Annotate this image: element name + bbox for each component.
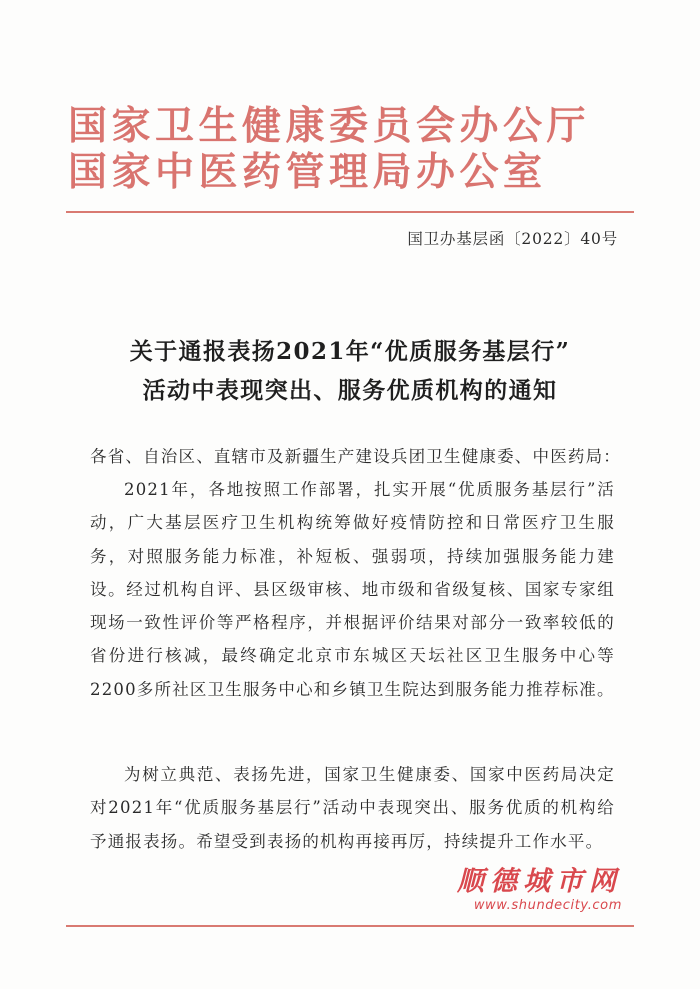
title-line-1: 关于通报表扬2021年“优质服务基层行” [129, 338, 571, 365]
issuer-line-2: 国家中医药管理局办公室 [68, 150, 547, 195]
title-line-2: 活动中表现突出、服务优质机构的通知 [142, 377, 558, 404]
issuer-line-1: 国家卫生健康委员会办公厅 [68, 104, 591, 149]
footer-divider [66, 925, 634, 927]
watermark [457, 866, 622, 914]
paragraph-2: 为树立典范、表扬先进，国家卫生健康委、国家中医药局决定对2021年“优质服务基层行”活动中表现突出、服务优质的机构给予通报表扬。希望受到表扬的机构再接再厉，持续提升工作水平。 [90, 765, 615, 851]
paragraph-1: 2021年，各地按照工作部署，扎实开展“优质服务基层行”活动，广大基层医疗卫生机构统筹做好疫情防控和日常医疗卫生服务，对照服务能力标准，补短板、强弱项，持续加强服务能力建设。经过机构自评、县区级审核、地市级和省级复核、国家专家组现场一致性评价等严格程序，并根据评价结果对部分一致率较低的省份进行核减，最终确定北京市东城区天坛社区卫生服务中心等2200多所社区卫生服务中心和乡镇卫生院达到服务能力推荐标准。 [90, 480, 615, 699]
watermark-site-name: 顺德城市网 [457, 866, 622, 897]
header-divider [66, 211, 634, 213]
document-number: 国卫办基层函〔2022〕40号 [407, 230, 618, 248]
salutation: 各省、自治区、直辖市及新疆生产建设兵团卫生健康委、中医药局： [90, 447, 621, 466]
watermark-site-url: www.shundecity.com [473, 898, 622, 913]
